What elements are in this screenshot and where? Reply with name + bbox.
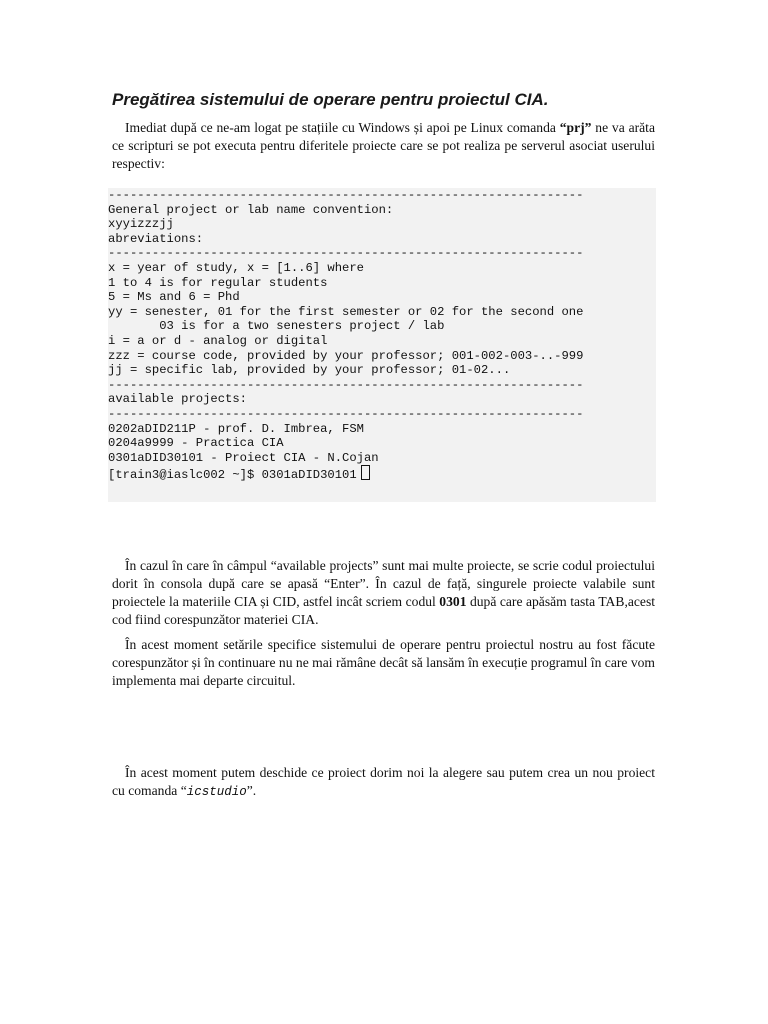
terminal-line: 0202aDID211P - prof. D. Imbrea, FSM [108,421,364,436]
terminal-line: yy = senester, 01 for the first semester or 02 for the second one [108,304,584,319]
para3-text: În acest moment setările specifice sistemului de operare pentru proiectul nostru au fost făcute corespunzător și în continuare nu ne mai rămâne decât să lansăm în execuție programul în care vom implementa mai departe circuitul. [112,637,655,688]
terminal-line: x = year of study, x = [1..6] where [108,260,364,275]
project-code: 0301 [439,594,467,609]
terminal-line: 1 to 4 is for regular students [108,275,328,290]
cursor-icon [361,465,370,480]
terminal-screenshot [108,188,656,502]
terminal-line: 03 is for a two senesters project / lab [108,319,445,334]
terminal-line: ----------------------------------------------------------------- [108,188,584,202]
terminal-prompt-text: [train3@iaslc002 ~]$ 0301aDID30101 [108,468,357,483]
terminal-line: 0204a9999 - Practica CIA [108,436,284,451]
available-projects-paragraph [112,557,655,629]
prj-command: “prj” [559,120,592,135]
intro-text-after: ne va arăta ce scripturi se pot executa pentru diferitele proiecte care se pot realiza pe serverul asociat userului respectiv: [112,120,655,171]
icstudio-command: icstudio [186,785,247,799]
para2-text-before: În cazul în care în câmpul “available projects” sunt mai multe proiecte, se scrie codul proiectului dorit în consola după care se apasă “Enter”. În cazul de față, singurele proiecte valabile sunt proiectele la materiile CIA și CID, astfel incât scriem codul [112,558,655,609]
para2-text-after: după care apăsăm tasta TAB,acest cod fiind corespunzător materiei CIA. [112,594,656,627]
terminal-line: abreviations: [108,231,204,246]
open-project-paragraph [112,764,655,801]
para4-text-after: ”. [246,783,257,798]
terminal-line: i = a or d - analog or digital [108,333,328,348]
terminal-line: ----------------------------------------------------------------- [108,377,584,392]
terminal-line: available projects: [108,392,247,407]
terminal-line: xyyizzzjj [108,217,174,232]
terminal-line: ----------------------------------------------------------------- [108,246,584,261]
page-title: Pregătirea sistemului de operare pentru proiectul CIA. [112,90,549,109]
terminal-line: jj = specific lab, provided by your professor; 01-02... [108,363,511,378]
para4-text-before: În acest moment putem deschide ce proiect dorim noi la alegere sau putem crea un nou proiect cu comanda “ [112,765,655,798]
terminal-line: ----------------------------------------------------------------- [108,406,584,421]
terminal-output [108,188,584,483]
intro-text-before: Imediat după ce ne-am logat pe stațiile cu Windows și apoi pe Linux comanda [125,120,560,135]
settings-paragraph [112,636,655,690]
terminal-line: 0301aDID30101 - Proiect CIA - N.Cojan [108,450,379,465]
terminal-line: 5 = Ms and 6 = Phd [108,290,240,305]
terminal-line: General project or lab name convention: [108,202,394,217]
intro-paragraph [112,119,655,173]
terminal-prompt [108,465,583,483]
terminal-line: zzz = course code, provided by your professor; 001-002-003-..-999 [108,348,584,363]
